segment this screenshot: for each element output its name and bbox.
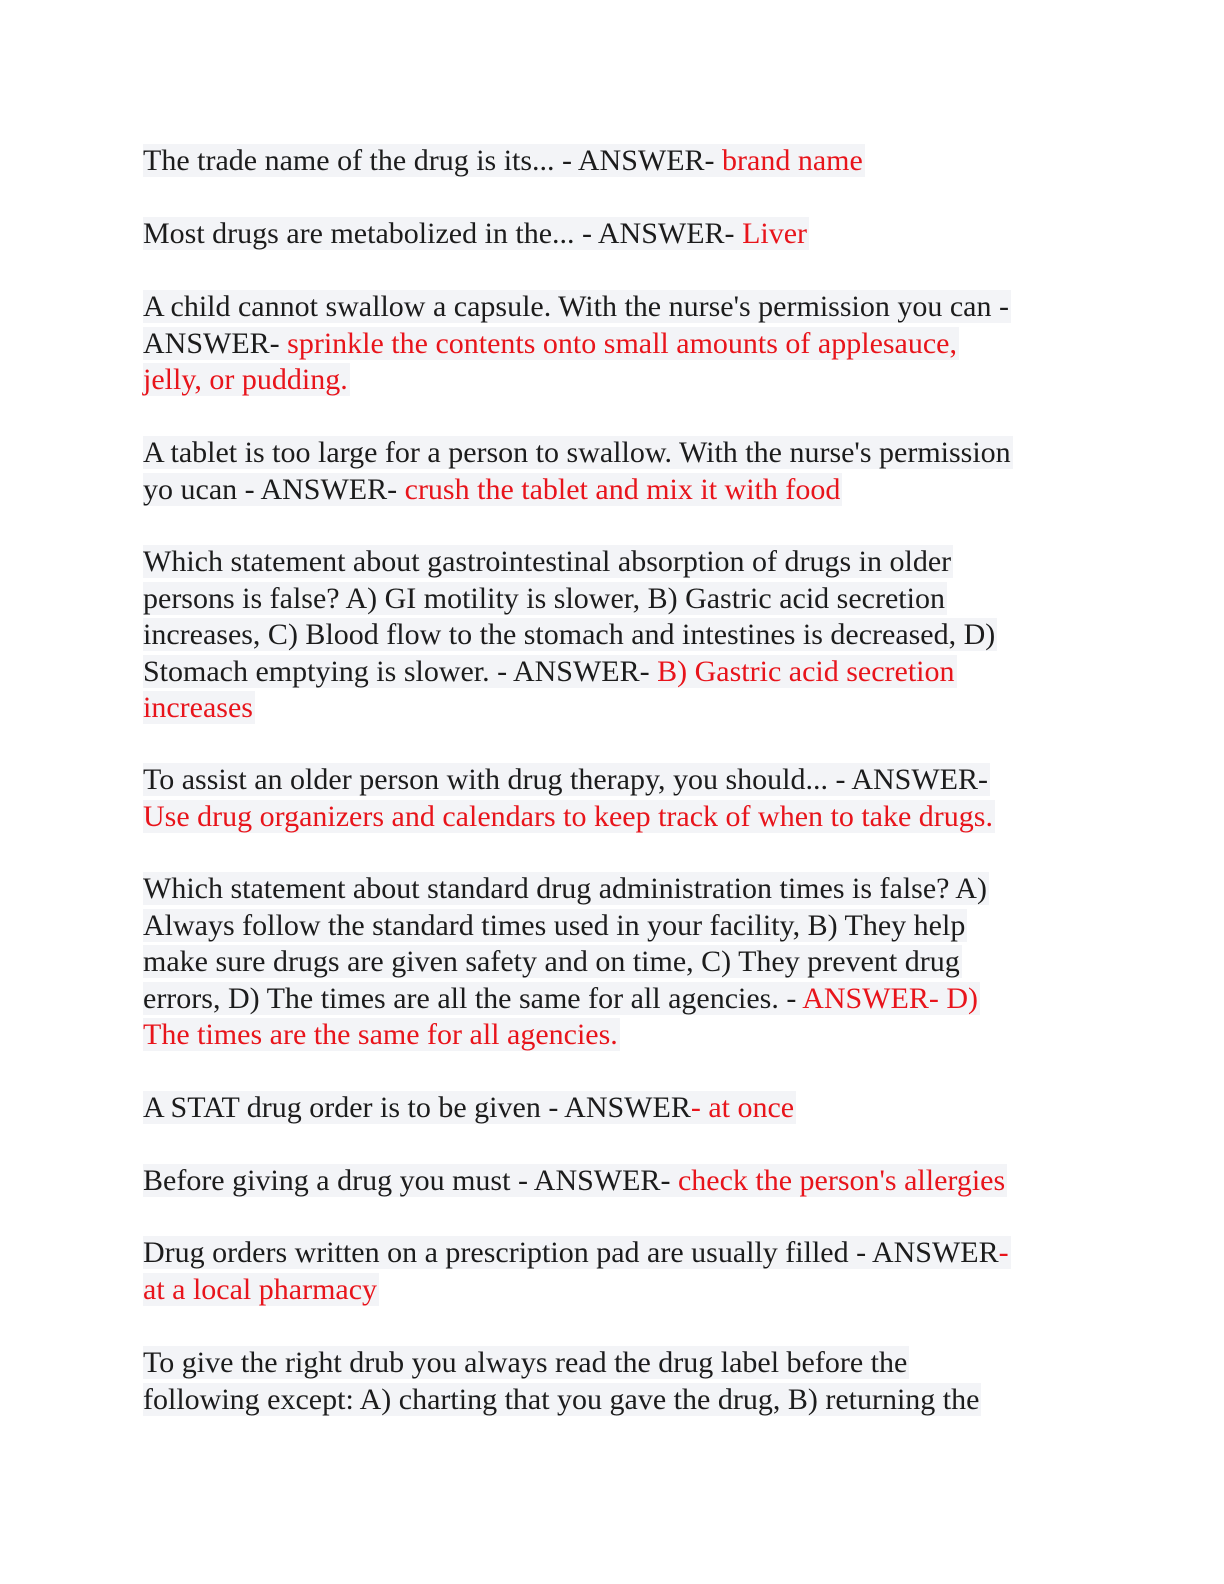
question-text: To assist an older person with drug therapy, you should... - ANSWER-: [143, 763, 989, 796]
question-text: A tablet is too large for a person to swallow. With the nurse's permission: [143, 436, 1011, 469]
qa-entry-5: [143, 544, 1083, 727]
line-highlight: [143, 144, 865, 177]
line-highlight: [143, 1273, 379, 1306]
question-text: Stomach emptying is slower. - ANSWER-: [143, 654, 658, 688]
line-highlight: [143, 545, 953, 578]
qa-entry-9: [143, 1163, 1083, 1200]
text-line: [143, 326, 1083, 363]
question-text: errors, D) The times are all the same for all agencies. -: [143, 981, 803, 1015]
text-line: [143, 362, 1083, 399]
answer-text: at a local pharmacy: [143, 1272, 378, 1306]
line-highlight: [143, 1346, 909, 1379]
qa-entry-1: [143, 143, 1083, 180]
text-line: [143, 871, 1083, 908]
line-highlight: [143, 582, 947, 615]
qa-entry-11: [143, 1345, 1083, 1418]
question-text: A STAT drug order is to be given - ANSWER: [143, 1091, 691, 1124]
question-text: yo ucan - ANSWER-: [143, 472, 405, 506]
qa-entry-10: [143, 1235, 1083, 1308]
line-highlight: [143, 909, 967, 942]
qa-entry-8: [143, 1090, 1083, 1127]
question-text: Which statement about gastrointestinal absorption of drugs in older: [143, 545, 952, 578]
text-line: [143, 981, 1083, 1018]
qa-entry-6: [143, 762, 1083, 835]
answer-text: B) Gastric acid secretion: [657, 654, 955, 688]
line-highlight: [143, 872, 989, 905]
text-line: [143, 435, 1083, 472]
line-highlight: [143, 1018, 620, 1051]
line-highlight: [143, 1091, 796, 1124]
answer-text: ANSWER- D): [802, 981, 978, 1015]
text-line: [143, 617, 1083, 654]
line-highlight: [143, 691, 255, 724]
line-highlight: [143, 1236, 1011, 1269]
text-line: [143, 908, 1083, 945]
text-line: [143, 654, 1083, 691]
question-text: make sure drugs are given safety and on time, C) They prevent drug: [143, 945, 960, 978]
line-highlight: [143, 217, 809, 250]
line-highlight: [143, 655, 957, 688]
question-text: Before giving a drug you must - ANSWER-: [143, 1164, 678, 1197]
text-line: [143, 690, 1083, 727]
answer-text: - at once: [690, 1091, 795, 1124]
answer-text: brand name: [722, 144, 863, 177]
line-highlight: [143, 436, 1013, 469]
question-text: The trade name of the drug is its... - ANSWER-: [143, 144, 723, 177]
line-highlight: [143, 290, 1011, 323]
text-line: [143, 799, 1083, 836]
text-line: [143, 1382, 1083, 1419]
line-highlight: [143, 982, 980, 1015]
text-line: [143, 1017, 1083, 1054]
text-line: [143, 1345, 1083, 1382]
answer-text: crush the tablet and mix it with food: [404, 472, 841, 506]
question-text: Drug orders written on a prescription pad are usually filled - ANSWER: [143, 1236, 999, 1269]
question-text: ANSWER-: [143, 326, 288, 360]
text-line: [143, 289, 1083, 326]
line-highlight: [143, 1164, 1007, 1197]
answer-text: The times are the same for all agencies.: [143, 1018, 618, 1051]
text-line: [143, 1090, 1083, 1127]
text-line: [143, 1163, 1083, 1200]
qa-entry-2: [143, 216, 1083, 253]
text-line: [143, 1272, 1083, 1309]
question-text: Most drugs are metabolized in the... - ANSWER-: [143, 217, 743, 250]
answer-text: increases: [143, 691, 253, 724]
answer-text: Liver: [742, 217, 808, 250]
question-text: To give the right drub you always read the drug label before the: [143, 1346, 908, 1379]
text-line: [143, 581, 1083, 618]
line-highlight: [143, 473, 842, 506]
text-line: [143, 143, 1083, 180]
question-text: increases, C) Blood flow to the stomach and intestines is decreased, D): [143, 618, 996, 651]
line-highlight: [143, 363, 350, 396]
text-line: [143, 762, 1083, 799]
text-line: [143, 544, 1083, 581]
question-text: Always follow the standard times used in your facility, B) They help: [143, 908, 966, 942]
text-line: [143, 216, 1083, 253]
question-text: Which statement about standard drug administration times is false? A): [143, 872, 987, 905]
line-highlight: [143, 327, 959, 360]
answer-text: Use drug organizers and calendars to keep track of when to take drugs.: [143, 799, 993, 833]
text-line: [143, 472, 1083, 509]
answer-text: check the person's allergies: [677, 1164, 1006, 1197]
qa-entry-7: [143, 871, 1083, 1054]
line-highlight: [143, 763, 990, 796]
line-highlight: [143, 618, 997, 651]
answer-text: -: [998, 1236, 1009, 1269]
text-line: [143, 944, 1083, 981]
question-text: A child cannot swallow a capsule. With the nurse's permission you can -: [143, 290, 1009, 323]
answer-text: sprinkle the contents onto small amounts of applesauce,: [287, 326, 957, 360]
line-highlight: [143, 945, 962, 978]
qa-entry-3: [143, 289, 1083, 399]
line-highlight: [143, 1383, 981, 1416]
text-line: [143, 1235, 1083, 1272]
question-text: persons is false? A) GI motility is slower, B) Gastric acid secretion: [143, 581, 945, 615]
question-text: following except: A) charting that you gave the drug, B) returning the: [143, 1382, 980, 1416]
answer-text: jelly, or pudding.: [143, 363, 348, 396]
qa-entry-4: [143, 435, 1083, 508]
line-highlight: [143, 800, 995, 833]
